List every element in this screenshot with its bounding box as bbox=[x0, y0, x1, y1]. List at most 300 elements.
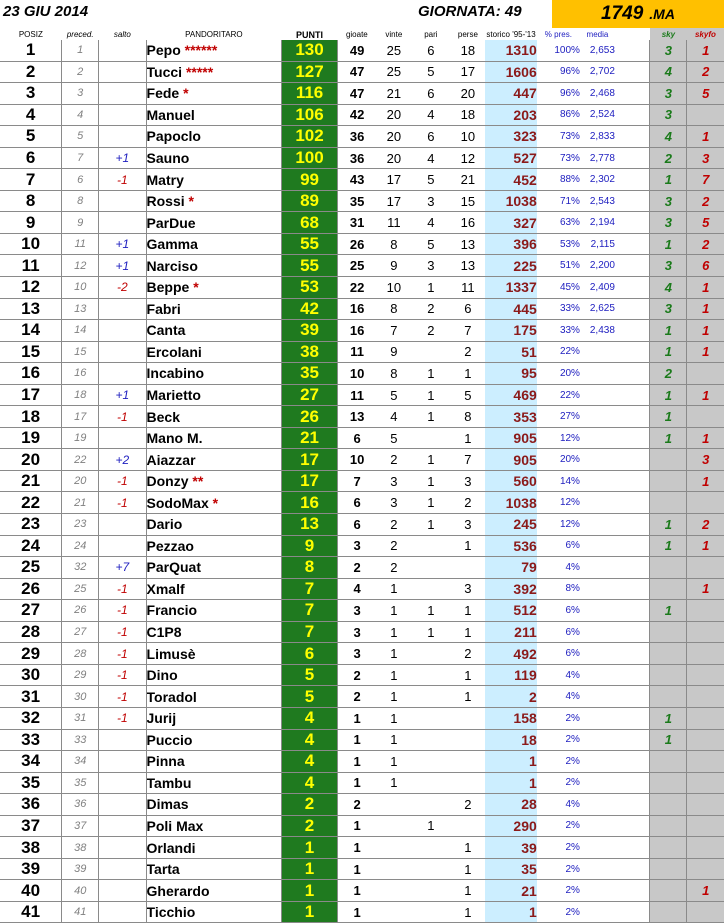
pos-cell: 25 bbox=[0, 557, 62, 579]
vinte-cell: 9 bbox=[376, 255, 411, 277]
spacer-cell bbox=[615, 363, 650, 385]
vinte-cell: 2 bbox=[376, 514, 411, 536]
player-name-text: Toradol bbox=[146, 688, 197, 705]
pres-cell: 4% bbox=[537, 686, 580, 708]
pari-cell: 1 bbox=[411, 406, 450, 428]
salto-cell: -1 bbox=[99, 470, 146, 492]
perse-cell bbox=[450, 557, 485, 579]
pres-cell: 2% bbox=[537, 707, 580, 729]
pres-cell: 20% bbox=[537, 449, 580, 471]
storico-cell: 28 bbox=[485, 794, 536, 816]
punti-cell: 4 bbox=[282, 729, 338, 751]
pres-cell: 45% bbox=[537, 277, 580, 299]
giocate-cell: 31 bbox=[337, 212, 376, 234]
punti-cell: 1 bbox=[282, 880, 338, 902]
skyfo-cell bbox=[687, 707, 724, 729]
player-name-text: Mano M. bbox=[146, 430, 203, 447]
giocate-cell: 2 bbox=[337, 686, 376, 708]
table-row bbox=[0, 751, 724, 773]
punti-cell: 7 bbox=[282, 578, 338, 600]
media-cell bbox=[580, 578, 615, 600]
player-name bbox=[146, 255, 282, 277]
vinte-cell: 1 bbox=[376, 686, 411, 708]
player-name-text: Matry bbox=[146, 171, 184, 188]
storico-cell: 392 bbox=[485, 578, 536, 600]
pres-cell: 71% bbox=[537, 190, 580, 212]
vinte-cell: 1 bbox=[376, 772, 411, 794]
table-row bbox=[0, 320, 724, 342]
player-name bbox=[146, 470, 282, 492]
punti-cell: 17 bbox=[282, 449, 338, 471]
spacer-cell bbox=[615, 298, 650, 320]
punti-cell: 68 bbox=[282, 212, 338, 234]
sky-cell: 4 bbox=[650, 61, 687, 83]
media-cell: 2,468 bbox=[580, 83, 615, 105]
spacer-cell bbox=[615, 794, 650, 816]
pos-cell: 13 bbox=[0, 298, 62, 320]
giocate-cell: 26 bbox=[337, 233, 376, 255]
preced-cell: 1 bbox=[62, 40, 99, 61]
pres-cell: 4% bbox=[537, 557, 580, 579]
pos-cell: 30 bbox=[0, 664, 62, 686]
skyfo-cell: 1 bbox=[687, 40, 724, 61]
punti-cell: 4 bbox=[282, 751, 338, 773]
player-name bbox=[146, 341, 282, 363]
punti-cell: 5 bbox=[282, 686, 338, 708]
pres-cell: 6% bbox=[537, 621, 580, 643]
table-row bbox=[0, 535, 724, 557]
media-cell: 2,302 bbox=[580, 169, 615, 191]
giocate-cell: 11 bbox=[337, 384, 376, 406]
player-name-text: C1P8 bbox=[146, 624, 182, 641]
col-preced: preced. bbox=[66, 30, 94, 39]
table-row bbox=[0, 901, 724, 923]
player-name-text: ParDue bbox=[146, 214, 196, 231]
salto-cell: -1 bbox=[99, 664, 146, 686]
pos-cell: 22 bbox=[0, 492, 62, 514]
col-storico: storico '95-'13 bbox=[486, 30, 536, 39]
col-punti: PUNTI bbox=[296, 30, 324, 40]
vinte-cell: 3 bbox=[376, 470, 411, 492]
player-name-text: Pinna bbox=[146, 753, 185, 770]
vinte-cell: 10 bbox=[376, 277, 411, 299]
salto-cell bbox=[99, 363, 146, 385]
pos-cell: 37 bbox=[0, 815, 62, 837]
player-name bbox=[146, 664, 282, 686]
salto-cell bbox=[99, 40, 146, 61]
pres-cell: 4% bbox=[537, 664, 580, 686]
preced-cell: 34 bbox=[62, 751, 99, 773]
media-cell bbox=[580, 449, 615, 471]
player-name-text: Tambu bbox=[146, 774, 192, 791]
sky-cell: 3 bbox=[650, 298, 687, 320]
pres-cell: 12% bbox=[537, 514, 580, 536]
pres-cell: 12% bbox=[537, 492, 580, 514]
spacer-cell bbox=[615, 901, 650, 923]
skyfo-cell: 3 bbox=[687, 147, 724, 169]
sky-cell bbox=[650, 794, 687, 816]
storico-cell: 445 bbox=[485, 298, 536, 320]
sky-cell: 1 bbox=[650, 514, 687, 536]
pres-cell: 2% bbox=[537, 751, 580, 773]
perse-cell: 1 bbox=[450, 901, 485, 923]
sky-cell: 1 bbox=[650, 707, 687, 729]
media-cell bbox=[580, 664, 615, 686]
pres-cell: 2% bbox=[537, 772, 580, 794]
vinte-cell bbox=[376, 815, 411, 837]
spacer-cell bbox=[615, 880, 650, 902]
preced-cell: 19 bbox=[62, 427, 99, 449]
punti-cell: 39 bbox=[282, 320, 338, 342]
player-name bbox=[146, 858, 282, 880]
player-name bbox=[146, 794, 282, 816]
storico-cell: 527 bbox=[485, 147, 536, 169]
col-name: PANDORITARO bbox=[185, 30, 243, 39]
salto-cell bbox=[99, 880, 146, 902]
media-cell bbox=[580, 363, 615, 385]
vinte-cell: 8 bbox=[376, 363, 411, 385]
vinte-cell bbox=[376, 901, 411, 923]
giocate-cell: 1 bbox=[337, 880, 376, 902]
table-row bbox=[0, 621, 724, 643]
salto-cell: +1 bbox=[99, 384, 146, 406]
player-name bbox=[146, 880, 282, 902]
salto-cell bbox=[99, 190, 146, 212]
sky-cell bbox=[650, 686, 687, 708]
perse-cell: 12 bbox=[450, 147, 485, 169]
sky-cell: 4 bbox=[650, 126, 687, 148]
salto-cell: -2 bbox=[99, 277, 146, 299]
media-cell bbox=[580, 406, 615, 428]
media-cell: 2,194 bbox=[580, 212, 615, 234]
date-title: 23 GIU 2014 bbox=[3, 3, 89, 20]
player-name bbox=[146, 169, 282, 191]
media-cell bbox=[580, 815, 615, 837]
punti-cell: 16 bbox=[282, 492, 338, 514]
salto-cell: -1 bbox=[99, 707, 146, 729]
player-name bbox=[146, 104, 282, 126]
giocate-cell: 2 bbox=[337, 557, 376, 579]
table-row bbox=[0, 449, 724, 471]
salto-cell: -1 bbox=[99, 406, 146, 428]
sky-cell: 1 bbox=[650, 406, 687, 428]
spacer-cell bbox=[615, 535, 650, 557]
player-name-text: Manuel bbox=[146, 106, 195, 123]
vinte-cell: 1 bbox=[376, 707, 411, 729]
pari-cell bbox=[411, 751, 450, 773]
player-name bbox=[146, 320, 282, 342]
punti-cell: 7 bbox=[282, 621, 338, 643]
salto-cell: -1 bbox=[99, 492, 146, 514]
vinte-cell: 2 bbox=[376, 557, 411, 579]
salto-cell bbox=[99, 341, 146, 363]
table-row bbox=[0, 794, 724, 816]
storico-cell: 1 bbox=[485, 772, 536, 794]
player-stars: * bbox=[188, 193, 194, 210]
pres-cell: 73% bbox=[537, 126, 580, 148]
skyfo-cell bbox=[687, 815, 724, 837]
player-name bbox=[146, 578, 282, 600]
spacer-cell bbox=[615, 470, 650, 492]
player-name-text: ParQuat bbox=[146, 559, 201, 576]
perse-cell: 18 bbox=[450, 104, 485, 126]
pres-cell: 14% bbox=[537, 470, 580, 492]
player-name-text: Dario bbox=[146, 516, 183, 533]
giocate-cell: 4 bbox=[337, 578, 376, 600]
sky-cell bbox=[650, 470, 687, 492]
player-name-text: Puccio bbox=[146, 731, 193, 748]
media-cell bbox=[580, 858, 615, 880]
punti-cell: 35 bbox=[282, 363, 338, 385]
perse-cell: 1 bbox=[450, 664, 485, 686]
storico-cell: 79 bbox=[485, 557, 536, 579]
player-name bbox=[146, 83, 282, 105]
perse-cell: 1 bbox=[450, 600, 485, 622]
skyfo-cell bbox=[687, 643, 724, 665]
pos-cell: 21 bbox=[0, 470, 62, 492]
preced-cell: 7 bbox=[62, 147, 99, 169]
media-cell bbox=[580, 707, 615, 729]
pos-cell: 11 bbox=[0, 255, 62, 277]
vinte-cell: 2 bbox=[376, 449, 411, 471]
punti-cell: 100 bbox=[282, 147, 338, 169]
media-cell bbox=[580, 751, 615, 773]
table-row bbox=[0, 880, 724, 902]
pari-cell: 5 bbox=[411, 233, 450, 255]
pari-cell bbox=[411, 427, 450, 449]
perse-cell: 15 bbox=[450, 190, 485, 212]
salto-cell: +1 bbox=[99, 255, 146, 277]
player-name bbox=[146, 600, 282, 622]
sky-cell: 1 bbox=[650, 600, 687, 622]
preced-cell: 40 bbox=[62, 880, 99, 902]
salto-cell: +1 bbox=[99, 233, 146, 255]
giocate-cell: 3 bbox=[337, 643, 376, 665]
salto-cell bbox=[99, 772, 146, 794]
preced-cell: 17 bbox=[62, 406, 99, 428]
vinte-cell: 8 bbox=[376, 298, 411, 320]
media-cell bbox=[580, 686, 615, 708]
preced-cell: 11 bbox=[62, 233, 99, 255]
storico-cell: 211 bbox=[485, 621, 536, 643]
storico-cell: 21 bbox=[485, 880, 536, 902]
perse-cell bbox=[450, 707, 485, 729]
sky-cell bbox=[650, 578, 687, 600]
preced-cell: 33 bbox=[62, 729, 99, 751]
pari-cell bbox=[411, 535, 450, 557]
sky-cell bbox=[650, 664, 687, 686]
preced-cell: 22 bbox=[62, 449, 99, 471]
sky-cell: 1 bbox=[650, 169, 687, 191]
skyfo-cell: 1 bbox=[687, 341, 724, 363]
player-name bbox=[146, 212, 282, 234]
player-name-text: Beck bbox=[146, 408, 180, 425]
giocate-cell: 1 bbox=[337, 751, 376, 773]
spacer-cell bbox=[615, 449, 650, 471]
pos-cell: 24 bbox=[0, 535, 62, 557]
vinte-cell: 20 bbox=[376, 147, 411, 169]
skyfo-cell: 7 bbox=[687, 169, 724, 191]
pari-cell: 1 bbox=[411, 449, 450, 471]
skyfo-cell: 2 bbox=[687, 233, 724, 255]
pos-cell: 32 bbox=[0, 707, 62, 729]
salto-cell: +7 bbox=[99, 557, 146, 579]
spacer-cell bbox=[615, 557, 650, 579]
sky-cell bbox=[650, 858, 687, 880]
pos-cell: 5 bbox=[0, 126, 62, 148]
sky-cell: 2 bbox=[650, 363, 687, 385]
sky-cell bbox=[650, 772, 687, 794]
spacer-cell bbox=[615, 384, 650, 406]
table-row bbox=[0, 707, 724, 729]
pari-cell bbox=[411, 901, 450, 923]
player-name bbox=[146, 363, 282, 385]
pos-cell: 7 bbox=[0, 169, 62, 191]
storico-cell: 1038 bbox=[485, 190, 536, 212]
player-name-text: Orlandi bbox=[146, 839, 196, 856]
player-name-text: Sauno bbox=[146, 150, 190, 166]
vinte-cell: 1 bbox=[376, 664, 411, 686]
spacer-cell bbox=[615, 600, 650, 622]
preced-cell: 37 bbox=[62, 815, 99, 837]
punti-cell: 1 bbox=[282, 837, 338, 859]
preced-cell: 35 bbox=[62, 772, 99, 794]
pres-cell: 20% bbox=[537, 363, 580, 385]
pari-cell: 2 bbox=[411, 320, 450, 342]
spacer-cell bbox=[615, 104, 650, 126]
punti-cell: 4 bbox=[282, 772, 338, 794]
vinte-cell: 20 bbox=[376, 104, 411, 126]
perse-cell: 13 bbox=[450, 233, 485, 255]
salto-cell bbox=[99, 815, 146, 837]
skyfo-cell: 2 bbox=[687, 61, 724, 83]
pos-cell: 18 bbox=[0, 406, 62, 428]
player-name-text: Francio bbox=[146, 602, 198, 619]
media-cell: 2,702 bbox=[580, 61, 615, 83]
sky-cell bbox=[650, 492, 687, 514]
pari-cell: 1 bbox=[411, 384, 450, 406]
table-row bbox=[0, 664, 724, 686]
salto-cell bbox=[99, 729, 146, 751]
skyfo-cell: 1 bbox=[687, 578, 724, 600]
col-skyfo: skyfo bbox=[687, 28, 724, 40]
storico-cell: 560 bbox=[485, 470, 536, 492]
storico-cell: 1337 bbox=[485, 277, 536, 299]
sky-cell: 3 bbox=[650, 104, 687, 126]
pos-cell: 39 bbox=[0, 858, 62, 880]
salto-cell: -1 bbox=[99, 686, 146, 708]
perse-cell: 17 bbox=[450, 61, 485, 83]
player-name bbox=[146, 492, 282, 514]
player-name-text: Gherardo bbox=[146, 882, 210, 899]
player-name bbox=[146, 621, 282, 643]
punti-cell: 2 bbox=[282, 815, 338, 837]
pari-cell bbox=[411, 837, 450, 859]
perse-cell: 8 bbox=[450, 406, 485, 428]
sky-cell: 1 bbox=[650, 320, 687, 342]
pres-cell: 33% bbox=[537, 320, 580, 342]
media-cell: 2,115 bbox=[580, 233, 615, 255]
perse-cell: 2 bbox=[450, 794, 485, 816]
spacer-cell bbox=[615, 83, 650, 105]
punti-cell: 4 bbox=[282, 707, 338, 729]
sky-cell: 1 bbox=[650, 341, 687, 363]
player-name bbox=[146, 686, 282, 708]
spacer-cell bbox=[615, 233, 650, 255]
spacer-cell bbox=[615, 255, 650, 277]
giocate-cell: 35 bbox=[337, 190, 376, 212]
sky-cell: 2 bbox=[650, 147, 687, 169]
pres-cell: 6% bbox=[537, 643, 580, 665]
giocate-cell: 47 bbox=[337, 83, 376, 105]
pos-cell: 17 bbox=[0, 384, 62, 406]
media-cell bbox=[580, 794, 615, 816]
preced-cell: 26 bbox=[62, 600, 99, 622]
perse-cell: 6 bbox=[450, 298, 485, 320]
pos-cell: 10 bbox=[0, 233, 62, 255]
punti-cell: 55 bbox=[282, 255, 338, 277]
spacer-cell bbox=[615, 40, 650, 61]
punti-cell: 106 bbox=[282, 104, 338, 126]
perse-cell: 2 bbox=[450, 643, 485, 665]
col-vinte: vinte bbox=[385, 30, 403, 39]
player-name-text: Aiazzar bbox=[146, 451, 196, 468]
table-row bbox=[0, 104, 724, 126]
storico-cell: 536 bbox=[485, 535, 536, 557]
pari-cell bbox=[411, 880, 450, 902]
skyfo-cell: 1 bbox=[687, 320, 724, 342]
pari-cell: 4 bbox=[411, 212, 450, 234]
player-name-text: Fede bbox=[146, 85, 180, 102]
spacer-cell bbox=[615, 126, 650, 148]
pos-cell: 20 bbox=[0, 449, 62, 471]
giocate-cell: 16 bbox=[337, 298, 376, 320]
media-cell: 2,438 bbox=[580, 320, 615, 342]
table-row bbox=[0, 298, 724, 320]
punti-cell: 116 bbox=[282, 83, 338, 105]
vinte-cell bbox=[376, 858, 411, 880]
player-name-text: Beppe bbox=[146, 279, 190, 296]
skyfo-cell: 1 bbox=[687, 277, 724, 299]
sky-cell: 4 bbox=[650, 277, 687, 299]
pari-cell: 3 bbox=[411, 255, 450, 277]
spacer-cell bbox=[615, 621, 650, 643]
vinte-cell: 11 bbox=[376, 212, 411, 234]
pres-cell: 8% bbox=[537, 578, 580, 600]
vinte-cell: 1 bbox=[376, 600, 411, 622]
punti-cell: 13 bbox=[282, 514, 338, 536]
storico-cell: 1038 bbox=[485, 492, 536, 514]
pari-cell bbox=[411, 664, 450, 686]
punti-cell: 55 bbox=[282, 233, 338, 255]
giocate-cell: 1 bbox=[337, 858, 376, 880]
punti-cell: 1 bbox=[282, 901, 338, 923]
storico-cell: 492 bbox=[485, 643, 536, 665]
perse-cell: 1 bbox=[450, 858, 485, 880]
punti-cell: 17 bbox=[282, 470, 338, 492]
spacer-cell bbox=[615, 729, 650, 751]
player-stars: * bbox=[212, 494, 219, 511]
salto-cell bbox=[99, 858, 146, 880]
storico-cell: 396 bbox=[485, 233, 536, 255]
col-posiz: POSIZ bbox=[18, 30, 43, 39]
pari-cell: 4 bbox=[411, 104, 450, 126]
punti-cell: 127 bbox=[282, 61, 338, 83]
sky-cell: 1 bbox=[650, 384, 687, 406]
pres-cell: 96% bbox=[537, 61, 580, 83]
punti-cell: 102 bbox=[282, 126, 338, 148]
player-stars: * bbox=[183, 85, 189, 102]
